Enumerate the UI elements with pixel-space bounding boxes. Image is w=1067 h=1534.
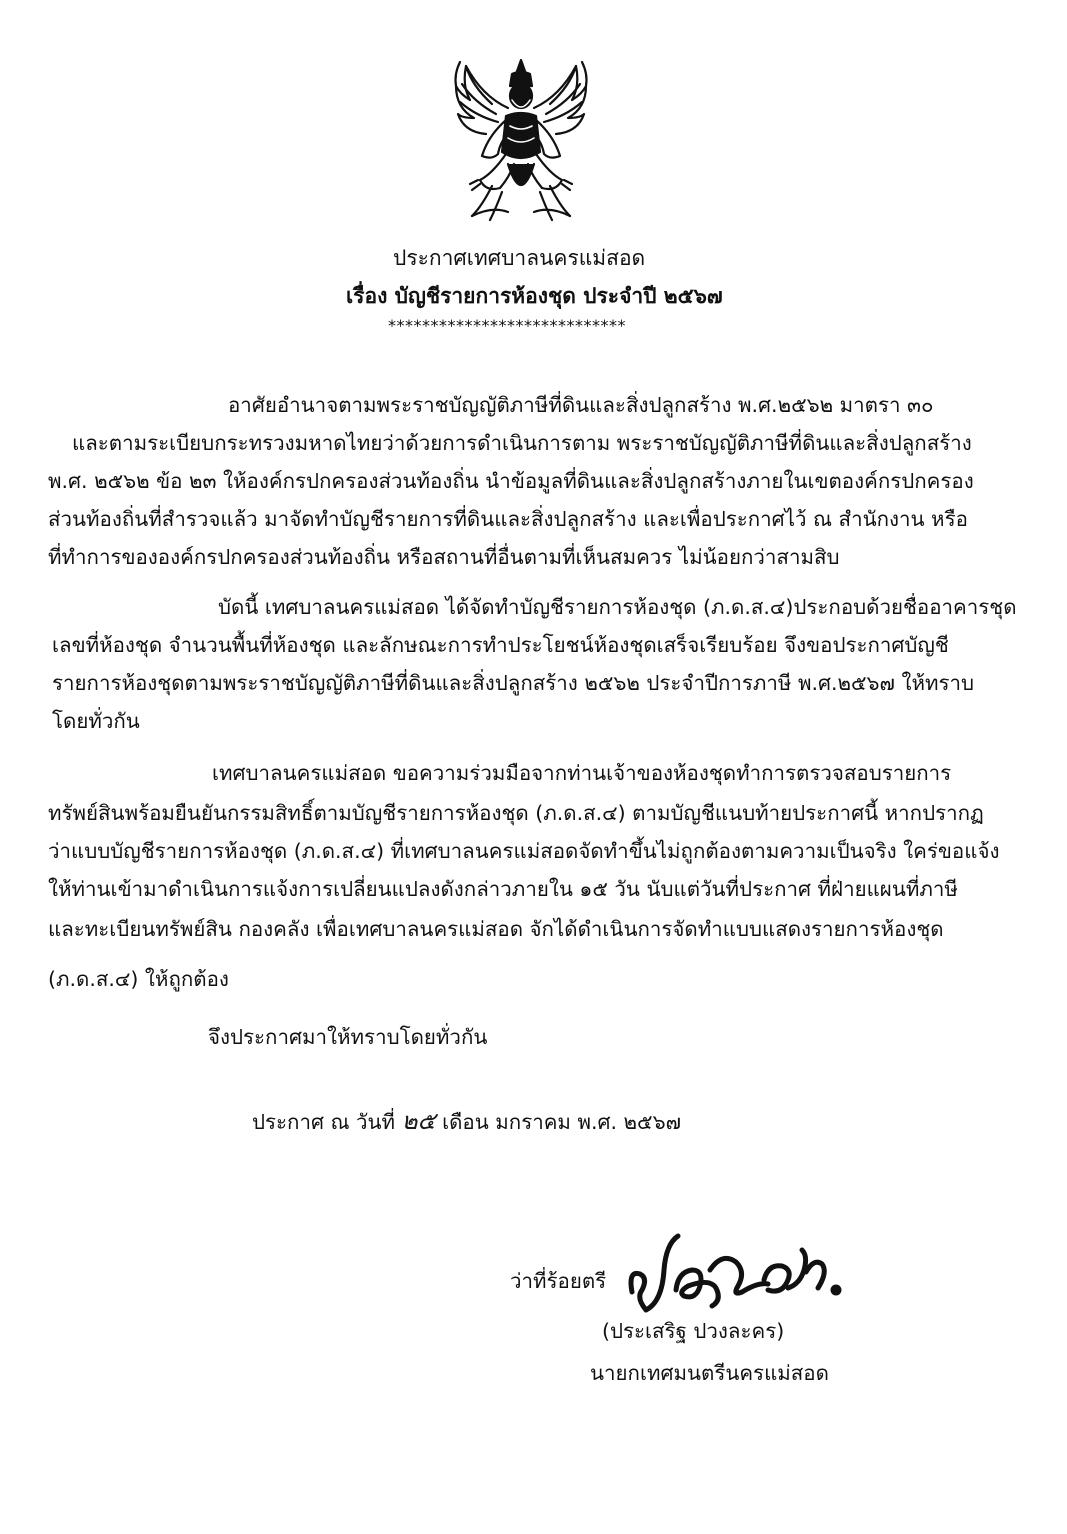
paragraph-2-line: รายการห้องชุดตามพระราชบัญญัติภาษีที่ดินและสิ่งปลูกสร้าง ๒๕๖๒ ประจำปีการภาษี พ.ศ.๒๕๖๗ ให้ทราบ: [52, 671, 975, 695]
paragraph-1-line: ที่ทำการขององค์กรปกครองส่วนท้องถิ่น หรือสถานที่อื่นตามที่เห็นสมควร ไม่น้อยกว่าสามสิบ: [48, 545, 840, 569]
paragraph-1-line: พ.ศ. ๒๕๖๒ ข้อ ๒๓ ให้องค์กรปกครองส่วนท้องถิ่น นำข้อมูลที่ดินและสิ่งปลูกสร้างภายในเขตองค์กรปกครอง: [48, 469, 974, 493]
signatory-name: (ประเสริฐ ปวงละคร): [602, 1319, 785, 1343]
paragraph-2-line: บัดนี้ เทศบาลนครแม่สอด ได้จัดทำบัญชีรายการห้องชุด (ภ.ด.ส.๔)ประกอบด้วยชื่ออาคารชุด: [218, 595, 1017, 619]
paragraph-3-line: ให้ท่านเข้ามาดำเนินการแจ้งการเปลี่ยนแปลงดังกล่าวภายใน ๑๕ วัน นับแต่วันที่ประกาศ ที่ฝ่ายแผนที่ภาษี: [48, 877, 958, 901]
paragraph-3-line: ทรัพย์สินพร้อมยืนยันกรรมสิทธิ์ตามบัญชีรายการห้องชุด (ภ.ด.ส.๔) ตามบัญชีแนบท้ายประกาศนี้ หากปรากฏ: [48, 801, 984, 825]
issuer-heading: ประกาศเทศบาลนครแม่สอด: [393, 246, 646, 270]
paragraph-1-line: และตามระเบียบกระทรวงมหาดไทยว่าด้วยการดำเนินการตาม พระราชบัญญัติภาษีที่ดินและสิ่งปลูกสร้าง: [72, 431, 972, 455]
paragraph-1-line: ส่วนท้องถิ่นที่สำรวจแล้ว มาจัดทำบัญชีรายการที่ดินและสิ่งปลูกสร้าง และเพื่อประกาศไว้ ณ สำนักงาน หรือ: [48, 507, 968, 531]
paragraph-3-line: และทะเบียนทรัพย์สิน กองคลัง เพื่อเทศบาลนครแม่สอด จักได้ดำเนินการจัดทำแบบแสดงรายการห้องชุด: [48, 917, 944, 941]
handwritten-signature: [618, 1230, 848, 1320]
paragraph-1-line: อาศัยอำนาจตามพระราชบัญญัติภาษีที่ดินและสิ่งปลูกสร้าง พ.ศ.๒๕๖๒ มาตรา ๓๐: [228, 393, 934, 417]
date-day-handwritten: ๒๕: [401, 1107, 436, 1135]
paragraph-3-line: เทศบาลนครแม่สอด ขอความร่วมมือจากท่านเจ้าของห้องชุดทำการตรวจสอบรายการ: [212, 761, 952, 785]
signatory-rank: ว่าที่ร้อยตรี: [510, 1269, 607, 1293]
paragraph-2-line: โดยทั่วกัน: [52, 709, 140, 733]
garuda-emblem-icon: [452, 56, 590, 222]
subject-heading: เรื่อง บัญชีรายการห้องชุด ประจำปี ๒๕๖๗: [346, 284, 723, 308]
paragraph-2-line: เลขที่ห้องชุด จำนวนพื้นที่ห้องชุด และลักษณะการทำประโยชน์ห้องชุดเสร็จเรียบร้อย จึงขอประกาศบัญชี: [52, 633, 949, 657]
date-prefix: ประกาศ ณ วันที่: [252, 1110, 396, 1134]
date-suffix: เดือน มกราคม พ.ศ. ๒๕๖๗: [442, 1110, 681, 1134]
signatory-position: นายกเทศมนตรีนครแม่สอด: [590, 1361, 829, 1385]
closing-statement: จึงประกาศมาให้ทราบโดยทั่วกัน: [208, 1025, 488, 1049]
announcement-date: [252, 1104, 681, 1139]
header-separator: ****************************: [388, 316, 626, 335]
paragraph-3-line: ว่าแบบบัญชีรายการห้องชุด (ภ.ด.ส.๔) ที่เทศบาลนครแม่สอดจัดทำขึ้นไม่ถูกต้องตามความเป็นจริง ใคร่ขอแจ้ง: [48, 839, 1000, 863]
paragraph-3-line: (ภ.ด.ส.๔) ให้ถูกต้อง: [48, 967, 229, 991]
